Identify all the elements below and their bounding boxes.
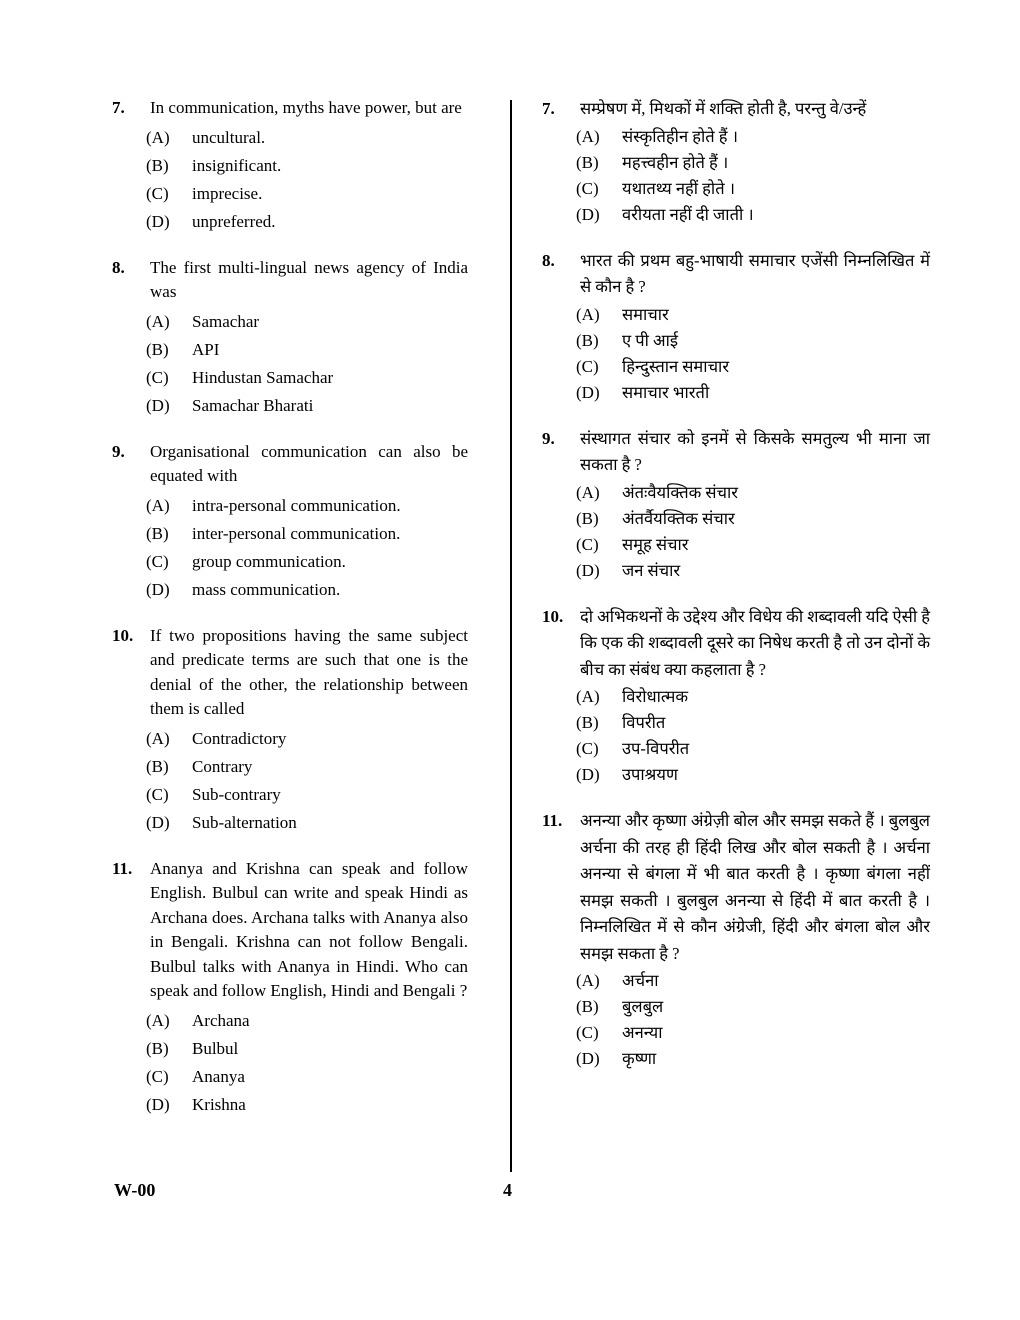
option-label: (A): [576, 482, 600, 502]
option-b[interactable]: [146, 1035, 468, 1063]
option-text: inter-personal communication.: [192, 523, 401, 543]
question-block-7-hi: [542, 96, 930, 228]
option-text: उपाश्रयण: [622, 765, 678, 784]
option-label: (C): [146, 1066, 169, 1086]
option-label: (A): [576, 971, 600, 990]
question-text: The first multi-lingual news agency of India was: [150, 257, 468, 301]
option-c[interactable]: [146, 1063, 468, 1091]
option-a[interactable]: [146, 1007, 468, 1035]
option-label: (A): [576, 687, 600, 706]
question-text: अनन्या और कृष्णा अंग्रेज़ी बोल और समझ सकते हैं । बुलबुल अर्चना की तरह ही हिंदी लिख और बोल सकती है । अर्चना अनन्या से बंगला में भी बात करती है । कृष्णा बंगला नहीं समझ सकती । बुलबुल अनन्या से हिंदी में बात करती है । निम्नलिखित में से कौन अंग्रेजी, हिंदी और बंगला बोल और समझ सकता है ?: [580, 811, 930, 963]
question-block-7-en: [112, 96, 468, 236]
option-b[interactable]: [576, 994, 930, 1020]
option-a[interactable]: [576, 124, 930, 150]
option-c[interactable]: [146, 180, 468, 208]
option-list: [576, 124, 930, 228]
option-text: Bulbul: [192, 1038, 239, 1058]
option-list: [576, 684, 930, 788]
question-text: In communication, myths have power, but are: [150, 98, 462, 117]
question-number: 9.: [542, 428, 555, 448]
question-number: 10.: [542, 606, 564, 626]
question-number: 7.: [542, 99, 555, 118]
option-b[interactable]: [146, 336, 468, 364]
option-text: बुलबुल: [622, 997, 664, 1016]
option-b[interactable]: [146, 520, 468, 548]
option-text: Krishna: [192, 1094, 246, 1114]
option-text: Sub-contrary: [192, 784, 281, 804]
question-block-11-hi: [542, 808, 930, 1072]
option-label: (A): [576, 304, 600, 324]
option-a[interactable]: [576, 968, 930, 994]
option-label: (C): [146, 551, 169, 571]
option-d[interactable]: [576, 558, 930, 584]
option-list: [146, 308, 468, 420]
option-d[interactable]: [146, 208, 468, 236]
option-text: Contrary: [192, 756, 253, 776]
option-label: (C): [576, 178, 599, 198]
question-number: 10.: [112, 625, 134, 645]
question-number: 11.: [542, 811, 563, 830]
page-footer: [0, 1180, 1020, 1210]
option-c[interactable]: [146, 548, 468, 576]
option-b[interactable]: [146, 152, 468, 180]
option-d[interactable]: [146, 576, 468, 604]
english-question-column: [0, 96, 510, 1139]
option-label: (D): [576, 382, 600, 402]
option-text: insignificant.: [192, 155, 282, 175]
option-d[interactable]: [576, 380, 930, 406]
option-text: Archana: [192, 1010, 250, 1030]
question-header: [112, 96, 468, 121]
option-a[interactable]: [146, 124, 468, 152]
option-text: विरोधात्मक: [622, 687, 689, 706]
option-a[interactable]: [576, 302, 930, 328]
option-text: imprecise.: [192, 183, 263, 203]
option-text: API: [192, 339, 220, 359]
option-text: हिन्दुस्तान समाचार: [622, 356, 730, 376]
option-a[interactable]: [146, 725, 468, 753]
question-header: [112, 857, 468, 1004]
option-list: [576, 968, 930, 1072]
option-label: (C): [576, 1023, 599, 1042]
paper-code: W-00: [114, 1180, 156, 1200]
question-number: 11.: [112, 858, 133, 878]
question-number: 8.: [112, 257, 125, 277]
option-label: (B): [146, 756, 169, 776]
option-label: (B): [146, 523, 169, 543]
option-label: (D): [576, 765, 600, 784]
option-text: uncultural.: [192, 127, 266, 147]
option-b[interactable]: [576, 710, 930, 736]
option-label: (D): [576, 1049, 600, 1068]
option-label: (D): [146, 395, 170, 415]
option-d[interactable]: [146, 809, 468, 837]
question-text: Organisational communication can also be equated with: [150, 441, 468, 485]
question-header: [542, 426, 930, 479]
question-text: If two propositions having the same subject and predicate terms are such that one is the denial of the other, the relationship between them is called: [150, 625, 468, 718]
option-label: (B): [146, 1038, 169, 1058]
option-label: (D): [146, 211, 170, 231]
option-label: (C): [576, 356, 599, 376]
option-c[interactable]: [576, 354, 930, 380]
option-list: [576, 302, 930, 406]
page-number: 4: [503, 1180, 512, 1200]
question-text: Ananya and Krishna can speak and follow English. Bulbul can write and speak Hindi as Archana does. Archana talks with Ananya also in Bengali. Krishna can not follow Bengali. Bulbul talks with Ananya in Hindi. Who can speak and follow English, Hindi and Bengali ?: [150, 858, 468, 1000]
question-text: सम्प्रेषण में, मिथकों में शक्ति होती है, परन्तु वे/उन्हें: [580, 99, 867, 118]
option-text: mass communication.: [192, 579, 341, 599]
option-label: (A): [576, 126, 600, 146]
question-block-9-en: [112, 440, 468, 604]
option-b[interactable]: [576, 328, 930, 354]
option-text: जन संचार: [622, 560, 681, 580]
option-c[interactable]: [146, 781, 468, 809]
question-header: [112, 624, 468, 722]
question-block-10-hi: [542, 604, 930, 789]
option-label: (A): [146, 495, 170, 515]
question-number: 8.: [542, 250, 555, 270]
option-text: संस्कृतिहीन होते हैं ।: [622, 126, 738, 146]
option-label: (C): [146, 367, 169, 387]
option-text: ए पी आई: [622, 330, 678, 350]
option-text: intra-personal communication.: [192, 495, 401, 515]
option-label: (A): [146, 1010, 170, 1030]
option-list: [146, 124, 468, 236]
option-label: (D): [576, 560, 600, 580]
option-c[interactable]: [576, 736, 930, 762]
question-header: [542, 604, 930, 684]
option-list: [146, 1007, 468, 1119]
question-header: [112, 256, 468, 305]
option-text: Sub-alternation: [192, 812, 297, 832]
option-text: Samachar Bharati: [192, 395, 314, 415]
option-c[interactable]: [576, 176, 930, 202]
option-text: अंतर्वैयक्तिक संचार: [622, 508, 735, 528]
question-text: भारत की प्रथम बहु-भाषायी समाचार एजेंसी निम्नलिखित में से कौन है ?: [580, 250, 930, 296]
option-label: (C): [576, 739, 599, 758]
option-a[interactable]: [146, 308, 468, 336]
option-d[interactable]: [146, 1091, 468, 1119]
question-text: दो अभिकथनों के उद्देश्य और विधेय की शब्दावली यदि ऐसी है कि एक की शब्दावली दूसरे का निषेध करती है तो उन दोनों के बीच का संबंध क्या कहलाता है ?: [580, 606, 930, 679]
question-block-8-hi: [542, 248, 930, 406]
option-b[interactable]: [576, 506, 930, 532]
option-text: कृष्णा: [622, 1049, 657, 1068]
question-block-11-en: [112, 857, 468, 1119]
option-d[interactable]: [576, 762, 930, 788]
option-a[interactable]: [576, 480, 930, 506]
question-block-10-en: [112, 624, 468, 837]
option-text: समाचार भारती: [622, 382, 710, 402]
option-label: (B): [576, 997, 599, 1016]
question-header: [542, 248, 930, 301]
option-label: (A): [146, 728, 170, 748]
question-number: 9.: [112, 441, 125, 461]
option-text: Hindustan Samachar: [192, 367, 334, 387]
option-text: वरीयता नहीं दी जाती ।: [622, 204, 754, 224]
option-text: समाचार: [622, 304, 669, 324]
option-text: Ananya: [192, 1066, 245, 1086]
hindi-question-column: [510, 96, 1020, 1092]
option-label: (B): [576, 713, 599, 732]
option-d[interactable]: [146, 392, 468, 420]
option-text: महत्त्वहीन होते हैं ।: [622, 152, 729, 172]
question-text: संस्थागत संचार को इनमें से किसके समतुल्य भी माना जा सकता है ?: [580, 428, 930, 474]
option-text: अनन्या: [622, 1023, 663, 1042]
option-a[interactable]: [576, 684, 930, 710]
question-block-8-en: [112, 256, 468, 420]
option-label: (A): [146, 127, 170, 147]
option-label: (B): [146, 155, 169, 175]
option-text: Contradictory: [192, 728, 287, 748]
option-list: [576, 480, 930, 584]
option-b[interactable]: [576, 150, 930, 176]
option-label: (D): [146, 579, 170, 599]
option-label: (C): [146, 183, 169, 203]
question-number: 7.: [112, 98, 125, 117]
option-text: समूह संचार: [622, 534, 689, 554]
option-text: उप-विपरीत: [622, 739, 690, 758]
question-columns: [0, 96, 1020, 1139]
option-text: group communication.: [192, 551, 346, 571]
option-c[interactable]: [146, 364, 468, 392]
option-list: [146, 725, 468, 837]
option-text: अंतःवैयक्तिक संचार: [622, 482, 739, 502]
option-list: [146, 492, 468, 604]
option-label: (C): [576, 534, 599, 554]
option-label: (D): [576, 204, 600, 224]
option-text: अर्चना: [622, 971, 659, 990]
option-label: (C): [146, 784, 169, 804]
question-header: [542, 808, 930, 967]
option-label: (A): [146, 311, 170, 331]
option-d[interactable]: [576, 1046, 930, 1072]
option-label: (D): [146, 812, 170, 832]
question-header: [542, 96, 930, 123]
option-text: यथातथ्य नहीं होते ।: [622, 178, 735, 198]
option-text: विपरीत: [622, 713, 666, 732]
option-label: (D): [146, 1094, 170, 1114]
question-header: [112, 440, 468, 489]
option-text: unpreferred.: [192, 211, 276, 231]
option-c[interactable]: [576, 1020, 930, 1046]
option-label: (B): [146, 339, 169, 359]
option-label: (B): [576, 152, 599, 172]
option-c[interactable]: [576, 532, 930, 558]
option-label: (B): [576, 508, 599, 528]
option-b[interactable]: [146, 753, 468, 781]
option-a[interactable]: [146, 492, 468, 520]
option-label: (B): [576, 330, 599, 350]
option-d[interactable]: [576, 202, 930, 228]
option-text: Samachar: [192, 311, 260, 331]
question-block-9-hi: [542, 426, 930, 584]
